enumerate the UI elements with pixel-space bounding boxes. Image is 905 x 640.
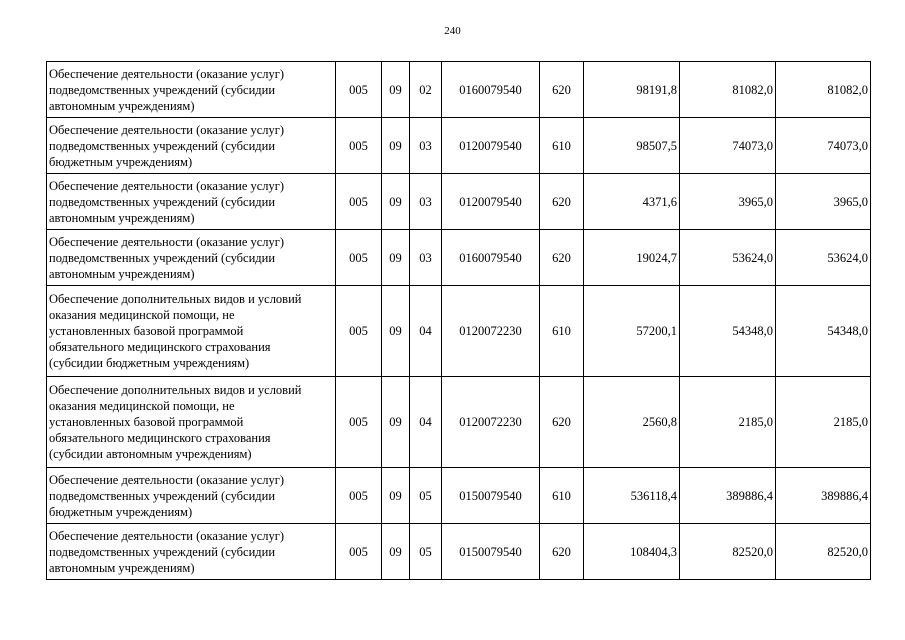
description-line: Обеспечение деятельности (оказание услуг) (49, 66, 285, 81)
row-description (47, 286, 336, 377)
cell-pr: 05 (410, 524, 442, 580)
cell-ved: 005 (336, 468, 382, 524)
description-line: подведомственных учреждений (субсидии (49, 250, 276, 265)
cell-amount-2: 54348,0 (680, 286, 776, 377)
description-line: подведомственных учреждений (субсидии (49, 194, 276, 209)
cell-vr: 620 (540, 524, 584, 580)
description-line: обязательного медицинского страхования (49, 431, 271, 445)
cell-vr: 610 (540, 118, 584, 174)
description-line: подведомственных учреждений (субсидии (49, 544, 276, 559)
cell-ved: 005 (336, 230, 382, 286)
description-line: Обеспечение дополнительных видов и условий (49, 292, 302, 306)
cell-ved: 005 (336, 174, 382, 230)
cell-amount-2: 2185,0 (680, 377, 776, 468)
description-line: Обеспечение деятельности (оказание услуг) (49, 178, 285, 193)
cell-csr: 0120079540 (442, 174, 540, 230)
description-line: Обеспечение деятельности (оказание услуг) (49, 528, 285, 543)
cell-rz: 09 (382, 230, 410, 286)
row-description (47, 174, 336, 230)
description-line: Обеспечение деятельности (оказание услуг) (49, 122, 285, 137)
cell-csr: 0160079540 (442, 230, 540, 286)
cell-amount-3: 81082,0 (776, 62, 871, 118)
cell-amount-2: 74073,0 (680, 118, 776, 174)
cell-amount-1: 98191,8 (584, 62, 680, 118)
cell-pr: 05 (410, 468, 442, 524)
row-description (47, 468, 336, 524)
cell-amount-1: 19024,7 (584, 230, 680, 286)
cell-rz: 09 (382, 174, 410, 230)
description-line: оказания медицинской помощи, не (49, 399, 235, 413)
cell-amount-3: 54348,0 (776, 286, 871, 377)
cell-amount-1: 108404,3 (584, 524, 680, 580)
cell-pr: 04 (410, 286, 442, 377)
description-line: автономным учреждениям) (49, 210, 195, 225)
cell-amount-2: 53624,0 (680, 230, 776, 286)
table-body (47, 62, 871, 580)
table-row (47, 286, 871, 377)
cell-amount-3: 3965,0 (776, 174, 871, 230)
cell-pr: 02 (410, 62, 442, 118)
description-line: обязательного медицинского страхования (49, 340, 271, 354)
cell-amount-2: 81082,0 (680, 62, 776, 118)
description-line: Обеспечение деятельности (оказание услуг) (49, 472, 285, 487)
row-description (47, 377, 336, 468)
cell-rz: 09 (382, 118, 410, 174)
description-line: Обеспечение дополнительных видов и условий (49, 383, 302, 397)
description-line: (субсидии автономным учреждениям) (49, 447, 252, 461)
cell-csr: 0150079540 (442, 524, 540, 580)
table-row (47, 174, 871, 230)
cell-pr: 03 (410, 118, 442, 174)
cell-vr: 620 (540, 377, 584, 468)
description-line: бюджетным учреждениям) (49, 154, 193, 169)
cell-rz: 09 (382, 524, 410, 580)
cell-amount-3: 389886,4 (776, 468, 871, 524)
description-line: подведомственных учреждений (субсидии (49, 82, 276, 97)
description-line: оказания медицинской помощи, не (49, 308, 235, 322)
cell-ved: 005 (336, 286, 382, 377)
cell-vr: 620 (540, 174, 584, 230)
cell-amount-2: 3965,0 (680, 174, 776, 230)
cell-rz: 09 (382, 62, 410, 118)
table-row (47, 468, 871, 524)
cell-csr: 0120072230 (442, 377, 540, 468)
cell-csr: 0120079540 (442, 118, 540, 174)
cell-vr: 610 (540, 286, 584, 377)
cell-amount-3: 82520,0 (776, 524, 871, 580)
description-line: (субсидии бюджетным учреждениям) (49, 356, 250, 370)
cell-rz: 09 (382, 468, 410, 524)
row-description (47, 118, 336, 174)
cell-csr: 0150079540 (442, 468, 540, 524)
cell-csr: 0160079540 (442, 62, 540, 118)
row-description (47, 524, 336, 580)
description-line: бюджетным учреждениям) (49, 504, 193, 519)
description-line: Обеспечение деятельности (оказание услуг) (49, 234, 285, 249)
description-line: автономным учреждениям) (49, 560, 195, 575)
cell-amount-1: 98507,5 (584, 118, 680, 174)
row-description (47, 62, 336, 118)
cell-amount-1: 57200,1 (584, 286, 680, 377)
description-line: подведомственных учреждений (субсидии (49, 138, 276, 153)
description-line: установленных базовой программой (49, 324, 244, 338)
cell-vr: 620 (540, 62, 584, 118)
cell-amount-1: 4371,6 (584, 174, 680, 230)
cell-vr: 610 (540, 468, 584, 524)
cell-rz: 09 (382, 377, 410, 468)
description-line: подведомственных учреждений (субсидии (49, 488, 276, 503)
cell-amount-1: 2560,8 (584, 377, 680, 468)
cell-amount-2: 82520,0 (680, 524, 776, 580)
cell-amount-2: 389886,4 (680, 468, 776, 524)
description-line: установленных базовой программой (49, 415, 244, 429)
cell-ved: 005 (336, 62, 382, 118)
cell-pr: 04 (410, 377, 442, 468)
cell-ved: 005 (336, 377, 382, 468)
cell-pr: 03 (410, 174, 442, 230)
cell-ved: 005 (336, 118, 382, 174)
description-line: автономным учреждениям) (49, 266, 195, 281)
cell-ved: 005 (336, 524, 382, 580)
budget-table (46, 61, 871, 580)
cell-amount-3: 53624,0 (776, 230, 871, 286)
table-row (47, 230, 871, 286)
cell-amount-1: 536118,4 (584, 468, 680, 524)
description-line: автономным учреждениям) (49, 98, 195, 113)
page-number: 240 (444, 25, 461, 37)
table-row (47, 62, 871, 118)
row-description (47, 230, 336, 286)
cell-amount-3: 2185,0 (776, 377, 871, 468)
table-row (47, 377, 871, 468)
table-row (47, 524, 871, 580)
table-row (47, 118, 871, 174)
cell-rz: 09 (382, 286, 410, 377)
cell-vr: 620 (540, 230, 584, 286)
cell-csr: 0120072230 (442, 286, 540, 377)
cell-amount-3: 74073,0 (776, 118, 871, 174)
cell-pr: 03 (410, 230, 442, 286)
